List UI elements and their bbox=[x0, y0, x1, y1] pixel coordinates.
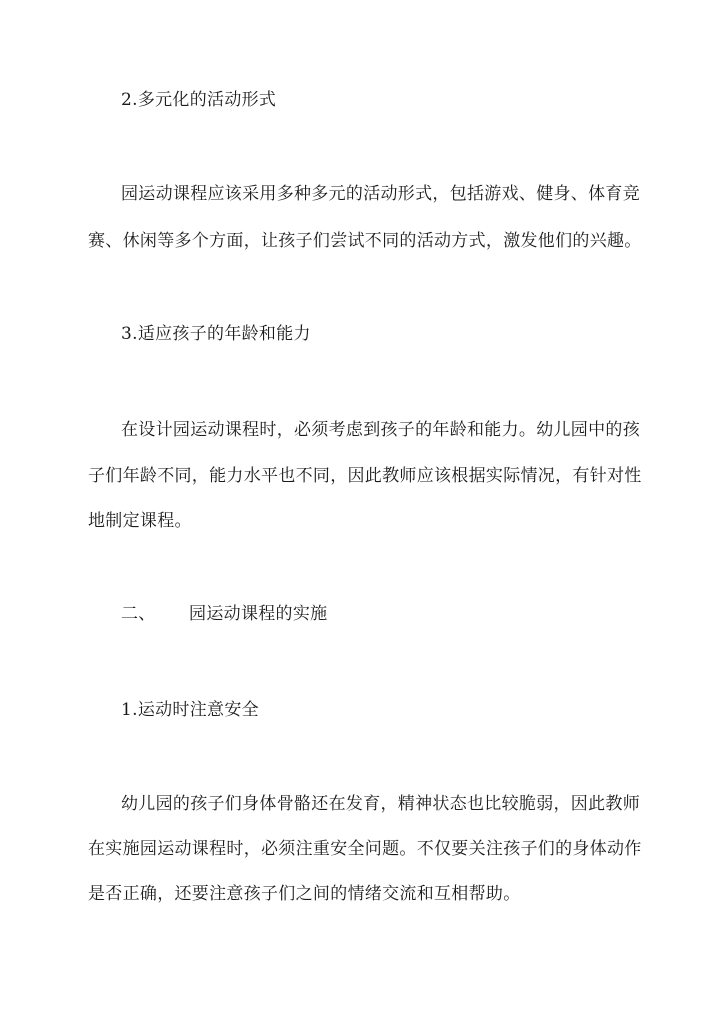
section-number: 二、 bbox=[121, 604, 156, 624]
subheading-diverse-activities: 2.多元化的活动形式 bbox=[121, 90, 277, 110]
paragraph-line: 是否正确，还要注意孩子们之间的情绪交流和互相帮助。 bbox=[88, 884, 521, 904]
paragraph-line: 幼儿园的孩子们身体骨骼还在发育，精神状态也比较脆弱，因此教师 bbox=[121, 794, 640, 814]
subheading-age-and-ability: 3.适应孩子的年龄和能力 bbox=[121, 324, 311, 344]
section-title: 园运动课程的实施 bbox=[189, 604, 328, 624]
paragraph-line: 子们年龄不同，能力水平也不同，因此教师应该根据实际情况，有针对性 bbox=[88, 466, 642, 486]
paragraph-line: 赛、休闲等多个方面，让孩子们尝试不同的活动方式，激发他们的兴趣。 bbox=[88, 231, 642, 251]
paragraph-line: 园运动课程应该采用多种多元的活动形式，包括游戏、健身、体育竞 bbox=[121, 184, 640, 204]
section-heading-implementation bbox=[121, 603, 327, 625]
paragraph-line: 在设计园运动课程时，必须考虑到孩子的年龄和能力。幼儿园中的孩 bbox=[121, 420, 640, 440]
paragraph-line: 在实施园运动课程时，必须注重安全问题。不仅要关注孩子们的身体动作 bbox=[88, 839, 642, 859]
subheading-safety: 1.运动时注意安全 bbox=[121, 700, 259, 720]
paragraph-line: 地制定课程。 bbox=[88, 511, 192, 531]
